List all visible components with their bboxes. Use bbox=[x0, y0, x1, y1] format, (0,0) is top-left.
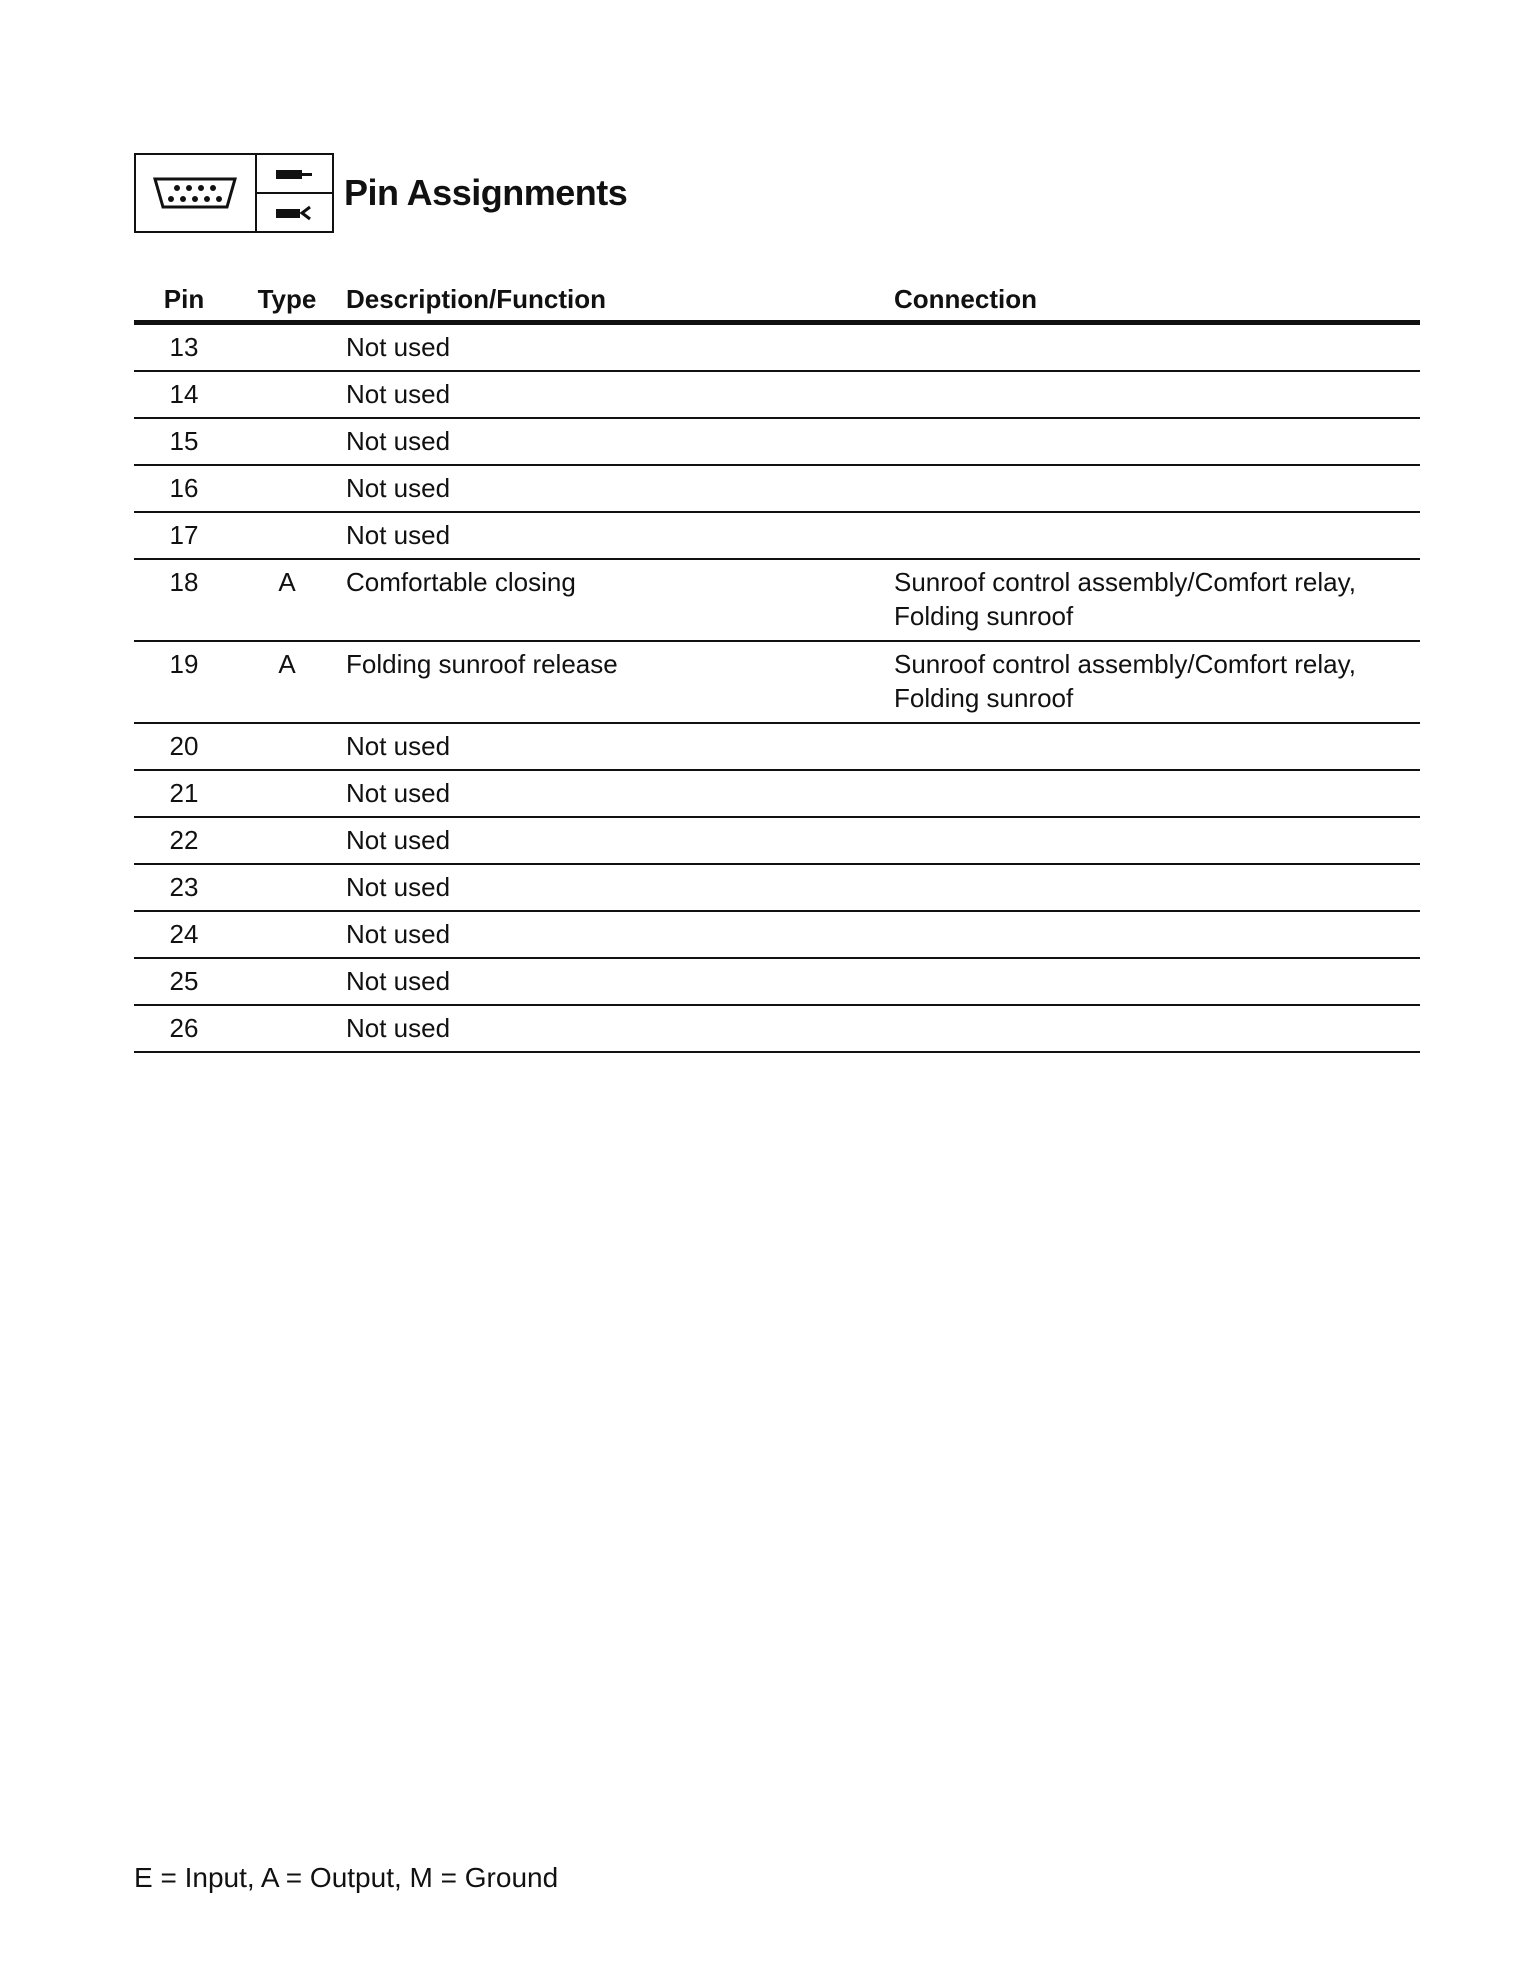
table-row bbox=[134, 513, 1420, 560]
description-cell: Not used bbox=[346, 1013, 451, 1043]
pin-cell: 16 bbox=[169, 473, 199, 503]
connection-line: Folding sunroof bbox=[894, 683, 1074, 713]
connection-line: Folding sunroof bbox=[894, 601, 1074, 631]
page-title: Pin Assignments bbox=[344, 172, 628, 213]
type-cell bbox=[232, 917, 342, 957]
connection-cell bbox=[892, 565, 1420, 640]
pin-cell: 23 bbox=[169, 872, 199, 902]
pin-cell: 22 bbox=[169, 825, 199, 855]
pin-cell: 20 bbox=[169, 731, 199, 761]
pin-cell: 26 bbox=[169, 1013, 199, 1043]
connection-cell bbox=[892, 776, 1420, 816]
description-cell: Not used bbox=[346, 825, 451, 855]
table-row bbox=[134, 325, 1420, 372]
connector-icon-box bbox=[134, 153, 334, 233]
type-cell bbox=[232, 377, 342, 417]
type-cell bbox=[232, 729, 342, 769]
connection-cell bbox=[892, 917, 1420, 957]
description-cell: Not used bbox=[346, 426, 451, 456]
description-cell: Not used bbox=[346, 379, 451, 409]
connection-cell bbox=[892, 330, 1420, 370]
connection-cell bbox=[892, 823, 1420, 863]
type-cell: A bbox=[278, 567, 296, 597]
type-cell bbox=[232, 330, 342, 370]
pin-assignments-table bbox=[134, 278, 1420, 1053]
connection-cell bbox=[892, 729, 1420, 769]
pin-cell: 25 bbox=[169, 966, 199, 996]
page-header bbox=[134, 152, 627, 234]
pin-cell: 24 bbox=[169, 919, 199, 949]
type-cell: A bbox=[278, 649, 296, 679]
table-row bbox=[134, 419, 1420, 466]
type-cell bbox=[232, 424, 342, 464]
connection-cell bbox=[892, 964, 1420, 1004]
header-type: Type bbox=[257, 283, 317, 314]
header-description: Description/Function bbox=[346, 283, 606, 314]
pin-cell: 13 bbox=[169, 332, 199, 362]
table-row bbox=[134, 771, 1420, 818]
connection-cell bbox=[892, 471, 1420, 511]
description-cell: Not used bbox=[346, 520, 451, 550]
connection-cell bbox=[892, 647, 1420, 722]
table-header bbox=[134, 278, 1420, 325]
description-cell: Not used bbox=[346, 778, 451, 808]
description-cell: Not used bbox=[346, 872, 451, 902]
connection-cell bbox=[892, 870, 1420, 910]
table-row bbox=[134, 818, 1420, 865]
table-row bbox=[134, 560, 1420, 642]
connection-cell bbox=[892, 377, 1420, 417]
description-cell: Comfortable closing bbox=[346, 567, 576, 597]
table-row bbox=[134, 724, 1420, 771]
type-cell bbox=[232, 776, 342, 816]
pin-cell: 19 bbox=[169, 649, 199, 679]
plug-female-icon bbox=[257, 192, 332, 231]
type-cell bbox=[232, 870, 342, 910]
type-cell bbox=[232, 823, 342, 863]
table-row bbox=[134, 865, 1420, 912]
description-cell: Not used bbox=[346, 731, 451, 761]
connection-cell bbox=[892, 518, 1420, 558]
connection-cell bbox=[892, 424, 1420, 464]
table-row bbox=[134, 959, 1420, 1006]
description-cell: Folding sunroof release bbox=[346, 649, 618, 679]
header-connection: Connection bbox=[894, 283, 1037, 314]
description-cell: Not used bbox=[346, 919, 451, 949]
header-pin: Pin bbox=[163, 283, 205, 314]
type-cell bbox=[232, 1011, 342, 1051]
type-cell bbox=[232, 518, 342, 558]
pin-cell: 15 bbox=[169, 426, 199, 456]
description-cell: Not used bbox=[346, 966, 451, 996]
table-row bbox=[134, 466, 1420, 513]
table-row bbox=[134, 1006, 1420, 1053]
plug-male-icon bbox=[257, 155, 332, 192]
table-row bbox=[134, 372, 1420, 419]
type-legend: E = Input, A = Output, M = Ground bbox=[134, 1862, 559, 1893]
table-row bbox=[134, 912, 1420, 959]
table-row bbox=[134, 642, 1420, 724]
pin-cell: 14 bbox=[169, 379, 199, 409]
description-cell: Not used bbox=[346, 332, 451, 362]
plug-icon-stack bbox=[257, 155, 332, 231]
pin-cell: 21 bbox=[169, 778, 199, 808]
pin-cell: 17 bbox=[169, 520, 199, 550]
type-cell bbox=[232, 964, 342, 1004]
pin-cell: 18 bbox=[169, 567, 199, 597]
connector-icon bbox=[136, 155, 257, 231]
connection-line: Sunroof control assembly/Comfort relay, bbox=[894, 649, 1356, 679]
description-cell: Not used bbox=[346, 473, 451, 503]
connection-line: Sunroof control assembly/Comfort relay, bbox=[894, 567, 1356, 597]
type-cell bbox=[232, 471, 342, 511]
connection-cell bbox=[892, 1011, 1420, 1051]
